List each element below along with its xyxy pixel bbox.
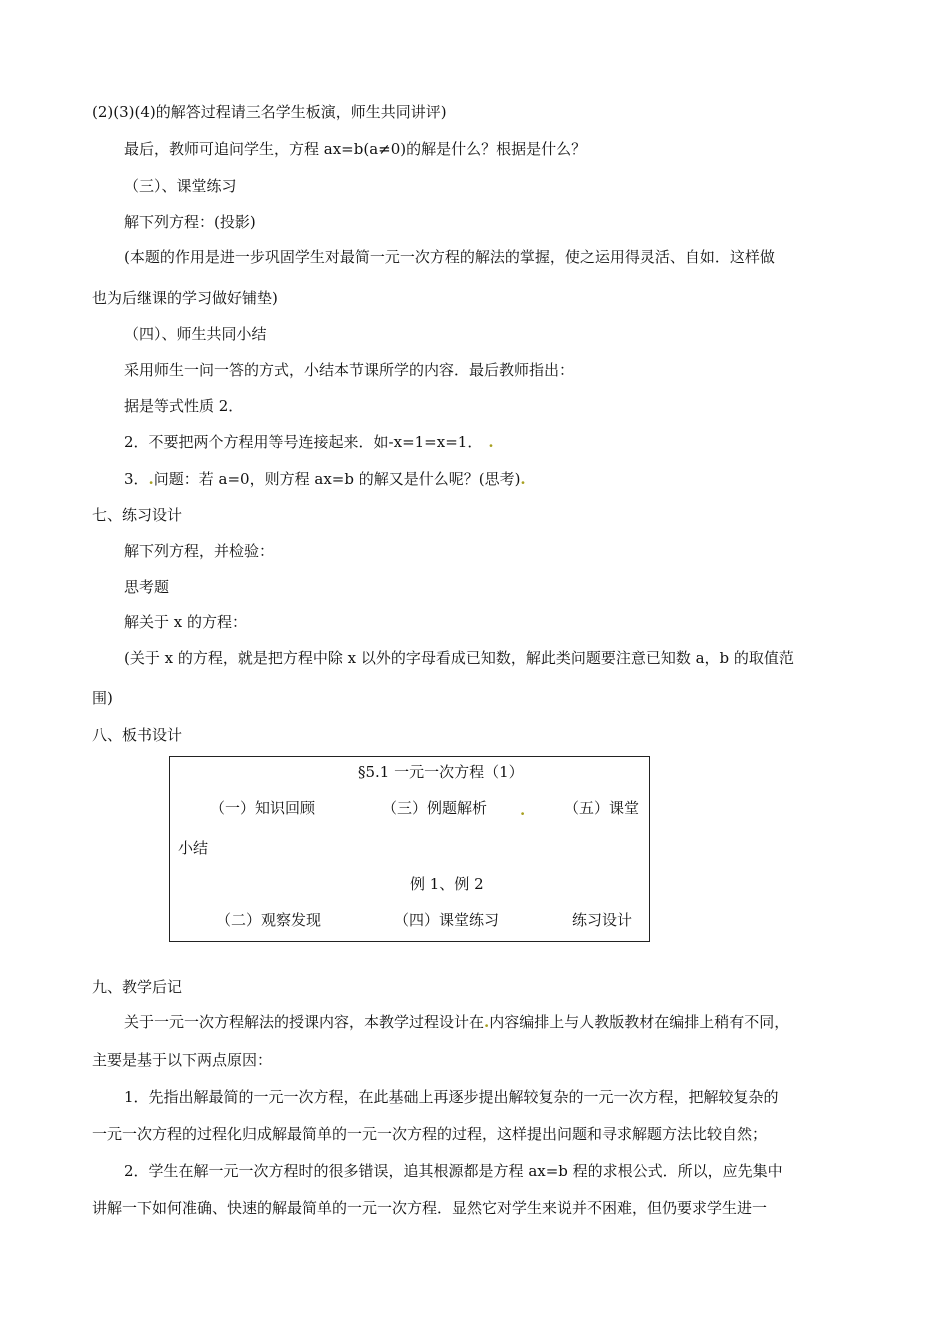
section-heading: 八、板书设计 <box>92 726 183 744</box>
section-heading: （三）、课堂练习 <box>124 177 237 195</box>
mark-dot: . <box>488 433 494 451</box>
board-item: （四）课堂练习 <box>394 911 500 929</box>
text-line: 1．先指出解最简的一元一次方程，在此基础上再逐步提出解较复杂的一元一次方程，把解较复杂的 <box>124 1088 779 1106</box>
text-line: 也为后继课的学习做好铺垫) <box>92 289 278 307</box>
mark-dot: . <box>148 470 154 488</box>
text-span: 关于一元一次方程解法的授课内容，本教学过程设计在 <box>124 1013 485 1031</box>
text-line: 解关于 x 的方程： <box>124 613 247 631</box>
board-item: 练习设计 <box>572 911 633 929</box>
section-heading: 七、练习设计 <box>92 506 183 524</box>
text-line: 围) <box>92 689 113 707</box>
text-line: (本题的作用是进一步巩固学生对最简一元一次方程的解法的掌握，使之运用得灵活、自如．这样做 <box>124 248 775 266</box>
board-title: §5.1 一元一次方程（1） <box>358 763 524 781</box>
text-span: 内容编排上与人教版教材在编排上稍有不同， <box>489 1013 790 1031</box>
text-line <box>124 1012 789 1032</box>
text-line: 讲解一下如何准确、快速的解最简单的一元一次方程．显然它对学生来说并不困难，但仍要求学生进一 <box>92 1199 768 1217</box>
board-item: （一）知识回顾 <box>210 799 316 817</box>
text-span: 3． <box>124 470 149 488</box>
section-heading: 九、教学后记 <box>92 978 183 996</box>
text-span: 问题：若 a=0，则方程 ax=b 的解又是什么呢？(思考) <box>153 470 521 488</box>
text-line: 据是等式性质 2． <box>124 397 244 415</box>
blackboard-design-box <box>169 756 650 942</box>
text-line: 思考题 <box>124 578 170 596</box>
text-line: 采用师生一问一答的方式，小结本节课所学的内容．最后教师指出： <box>124 361 575 379</box>
text-line: (2)(3)(4)的解答过程请三名学生板演，师生共同讲评) <box>92 103 447 121</box>
text-line: 解下列方程，并检验： <box>124 542 275 560</box>
text-line <box>124 432 494 452</box>
mark-dot: . <box>520 801 526 819</box>
mark-dot: . <box>520 470 526 488</box>
board-item: 例 1、例 2 <box>410 875 484 893</box>
text-line: 2．学生在解一元一次方程时的很多错误，追其根源都是方程 ax=b 程的求根公式．所以，应先集中 <box>124 1162 783 1180</box>
text-line: 最后，教师可追问学生，方程 ax=b(a≠0)的解是什么？根据是什么？ <box>124 140 587 158</box>
text-line <box>124 469 526 489</box>
mark-dot: . <box>484 1013 490 1031</box>
board-item: （三）例题解析 <box>382 799 488 817</box>
text-line: 解下列方程：(投影) <box>124 213 256 231</box>
board-item: 小结 <box>178 839 209 857</box>
text-line: 一元一次方程的过程化归成解最简单的一元一次方程的过程，这样提出问题和寻求解题方法比较自然； <box>92 1125 768 1143</box>
section-heading: （四）、师生共同小结 <box>124 325 267 343</box>
board-item: （二）观察发现 <box>216 911 322 929</box>
text-line: 主要是基于以下两点原因： <box>92 1051 273 1069</box>
text-line: (关于 x 的方程，就是把方程中除 x 以外的字母看成已知数，解此类问题要注意已知数 a，b 的取值范 <box>124 649 794 667</box>
board-item: （五）课堂 <box>564 799 640 817</box>
text-span: 2．不要把两个方程用等号连接起来．如-x=1=x=1． <box>124 433 483 451</box>
